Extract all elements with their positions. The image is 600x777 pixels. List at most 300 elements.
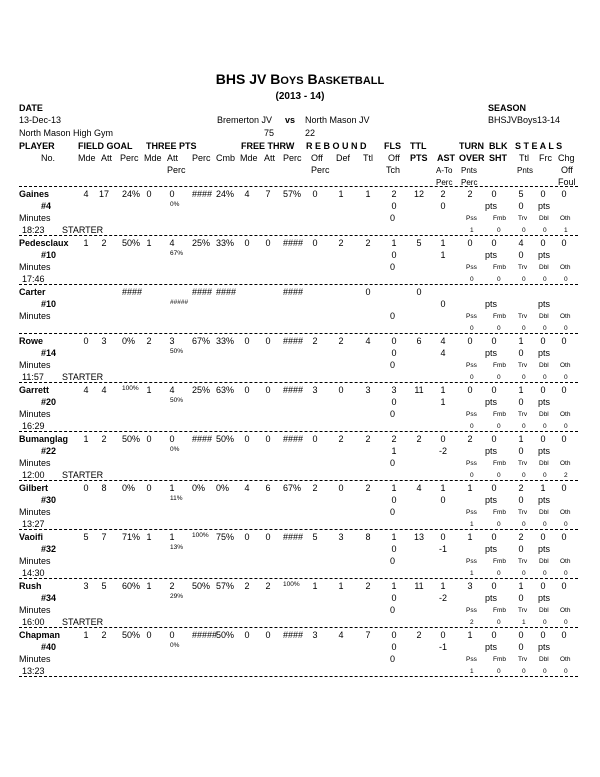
label-fmb: Fmb: [493, 362, 506, 369]
stat-tpp2: 13%: [170, 544, 184, 551]
stat-over: 0: [467, 238, 473, 248]
stl-pts-label: pts: [538, 593, 551, 603]
stat-fls: 1: [391, 532, 397, 542]
stat-ttl: 2: [365, 483, 371, 493]
stl-pts-label: pts: [538, 250, 551, 260]
stat-ftm: 4: [244, 189, 250, 199]
label-trv: Trv: [518, 264, 528, 271]
stat-pts: 2: [416, 434, 422, 444]
label-fmb: Fmb: [493, 264, 506, 271]
stat-ast: 1: [440, 238, 446, 248]
hdr-over: OVER: [459, 153, 485, 163]
stat-over: 1: [467, 483, 473, 493]
turnover-oth: 0: [564, 276, 568, 283]
season-years: (2013 - 14): [275, 91, 325, 102]
game-location: North Mason High Gym: [19, 128, 114, 138]
label-pss: Pss: [466, 313, 477, 320]
stat-stlp: 0: [518, 250, 524, 260]
header-separator: [19, 186, 578, 187]
stat-tpa: 1: [169, 483, 175, 493]
row-separator: [19, 235, 578, 236]
hdr-tp-mde: Mde: [144, 153, 162, 163]
stat-sht: 0: [491, 336, 497, 346]
stat-pts: 0: [416, 287, 422, 297]
label-fmb: Fmb: [493, 607, 506, 614]
stat-fgp: 24%: [122, 189, 141, 199]
starter-label: STARTER: [62, 225, 104, 235]
label-fmb: Fmb: [493, 558, 506, 565]
label-dbl: Dbl: [539, 509, 549, 516]
minutes-value: 12:00: [22, 470, 45, 480]
stat-sht: 0: [491, 434, 497, 444]
hdr-blk: BLK: [489, 141, 508, 151]
season-label: SEASON: [488, 103, 527, 113]
sht-pts-label: pts: [485, 250, 498, 260]
stat-tch: 0: [391, 250, 397, 260]
stl-pts-label: pts: [538, 446, 551, 456]
stat-fga: 4: [101, 385, 107, 395]
stat-fls-min: 0: [390, 311, 396, 321]
turnover-oth: 0: [564, 423, 568, 430]
stat-fta: 0: [265, 630, 271, 640]
row-separator: [19, 382, 578, 383]
stat-sht: 0: [491, 189, 497, 199]
turnover-trv: 0: [522, 325, 526, 332]
stat-fgm: 4: [83, 385, 89, 395]
stat-stlp: 0: [518, 642, 524, 652]
stat-pts: 4: [416, 483, 422, 493]
player-name: Garrett: [19, 385, 50, 395]
stat-off: 1: [312, 581, 318, 591]
stat-ftp: 57%: [283, 189, 302, 199]
turnover-oth: 0: [564, 325, 568, 332]
stat-ttl: 7: [365, 630, 371, 640]
home-team: Bremerton JV: [217, 115, 273, 125]
hdr-no: No.: [41, 153, 56, 163]
stat-fga: 7: [101, 532, 107, 542]
minutes-value: 16:00: [22, 617, 45, 627]
label-dbl: Dbl: [539, 460, 549, 467]
turnover-trv: 1: [522, 619, 526, 626]
label-fmb: Fmb: [493, 509, 506, 516]
sht-pts-label: pts: [485, 348, 498, 358]
stat-over: 0: [467, 336, 473, 346]
minutes-label: Minutes: [19, 262, 51, 272]
label-fmb: Fmb: [493, 656, 506, 663]
turnover-dbl: 0: [543, 668, 547, 675]
stat-fgm: 1: [83, 434, 89, 444]
label-pss: Pss: [466, 264, 477, 271]
hdr-pts: PTS: [410, 153, 428, 163]
turnover-pss: 1: [470, 521, 474, 528]
turnover-oth: 0: [564, 570, 568, 577]
hdr-turn: TURN: [459, 141, 484, 151]
row-separator: [19, 480, 578, 481]
stat-ftp: ####: [283, 336, 304, 346]
stat-ast: 1: [440, 385, 446, 395]
turnover-oth: 2: [564, 472, 568, 479]
stat-fgp: 0%: [122, 483, 136, 493]
stl-pts-label: pts: [538, 299, 551, 309]
turnover-fmb: 0: [497, 325, 501, 332]
stat-tpp2: 29%: [170, 593, 184, 600]
stat-pts: 11: [414, 385, 424, 395]
stat-fta: 0: [265, 532, 271, 542]
player-number: #30: [41, 495, 57, 505]
label-trv: Trv: [518, 362, 528, 369]
stat-tpm: 0: [146, 189, 152, 199]
stat-chg: 0: [561, 385, 567, 395]
stat-ftp: ####: [283, 630, 304, 640]
hdr-ttl: TTL: [410, 141, 427, 151]
label-trv: Trv: [518, 558, 528, 565]
stat-chg: 0: [561, 483, 567, 493]
stat-ttl: 1: [365, 189, 371, 199]
stat-ftp: ####: [283, 532, 304, 542]
stat-frc: 0: [540, 630, 546, 640]
stat-fga: 3: [101, 336, 107, 346]
stl-pts-label: pts: [538, 348, 551, 358]
stat-tpp: 0%: [192, 483, 206, 493]
row-separator: [19, 529, 578, 530]
hdr-ft-mde: Mde: [240, 153, 258, 163]
stat-fgp: 50%: [122, 630, 141, 640]
label-oth: Oth: [560, 656, 571, 663]
stat-tch: 0: [391, 348, 397, 358]
turnover-fmb: 0: [497, 521, 501, 528]
turnover-dbl: 0: [543, 570, 547, 577]
minutes-label: Minutes: [19, 507, 51, 517]
stat-over: 2: [467, 189, 473, 199]
turnover-dbl: 0: [543, 374, 547, 381]
stat-fls: 1: [391, 238, 397, 248]
stat-ftm: 0: [244, 385, 250, 395]
turnover-dbl: 0: [543, 276, 547, 283]
turnover-fmb: 0: [497, 374, 501, 381]
label-pss: Pss: [466, 362, 477, 369]
stat-fgm: 5: [83, 532, 89, 542]
player-number: #4: [41, 201, 52, 211]
stat-fgm: 0: [83, 483, 89, 493]
stat-stlp: 0: [518, 544, 524, 554]
row-separator: [19, 284, 578, 285]
label-trv: Trv: [518, 607, 528, 614]
turnover-dbl: 0: [543, 423, 547, 430]
stat-ftm: 0: [244, 532, 250, 542]
stat-tpm: 0: [146, 434, 152, 444]
turnover-oth: 0: [564, 374, 568, 381]
stat-def: 1: [338, 189, 344, 199]
minutes-value: 13:27: [22, 519, 45, 529]
hdr-fls-tch: Tch: [386, 165, 401, 175]
minutes-value: 17:46: [22, 274, 45, 284]
minutes-label: Minutes: [19, 605, 51, 615]
turnover-pss: 1: [470, 668, 474, 675]
hdr-fls-off: Off: [388, 153, 400, 163]
stat-fta: 2: [265, 581, 271, 591]
stat-tpp: 25%: [192, 385, 211, 395]
stat-fta: 0: [265, 385, 271, 395]
label-oth: Oth: [560, 313, 571, 320]
stat-ftm: 2: [244, 581, 250, 591]
label-oth: Oth: [560, 509, 571, 516]
stat-stl: 1: [518, 385, 524, 395]
label-oth: Oth: [560, 607, 571, 614]
stat-cmb: 57%: [216, 581, 235, 591]
stat-ftm: 0: [244, 336, 250, 346]
stat-fga: 2: [101, 238, 107, 248]
stat-sht: 0: [491, 385, 497, 395]
stat-tpa: 0: [169, 630, 175, 640]
player-number: #10: [41, 299, 57, 309]
stat-pts: 6: [416, 336, 422, 346]
stat-fls: 2: [391, 434, 397, 444]
hdr-chg: Chg: [558, 153, 575, 163]
hdr-chg-foul: Foul: [558, 177, 576, 187]
stat-tpp: 100%: [192, 532, 209, 539]
sht-pts-label: pts: [485, 642, 498, 652]
stat-over: 1: [467, 630, 473, 640]
player-name: Chapman: [19, 630, 61, 640]
stat-cmb: 63%: [216, 385, 235, 395]
label-fmb: Fmb: [493, 215, 506, 222]
sht-pts-label: pts: [485, 201, 498, 211]
stat-ast: 0: [440, 434, 446, 444]
minutes-label: Minutes: [19, 360, 51, 370]
label-oth: Oth: [560, 264, 571, 271]
stat-ato: 1: [440, 250, 446, 260]
hdr-fls: FLS: [384, 141, 401, 151]
stat-ttl: 4: [365, 336, 371, 346]
stat-ftp: ####: [283, 238, 304, 248]
stat-stl: 5: [518, 189, 524, 199]
starter-label: STARTER: [62, 372, 104, 382]
stat-cmb: 33%: [216, 336, 235, 346]
stat-ast: 2: [440, 189, 446, 199]
stat-tpp: #####: [192, 630, 218, 640]
label-dbl: Dbl: [539, 313, 549, 320]
label-fmb: Fmb: [493, 411, 506, 418]
hdr-field-goal: FIELD GOAL: [78, 141, 133, 151]
turnover-fmb: 0: [497, 423, 501, 430]
turnover-trv: 0: [522, 668, 526, 675]
stat-def: 0: [338, 483, 344, 493]
turnover-dbl: 0: [543, 325, 547, 332]
stat-ttl: 0: [365, 287, 371, 297]
stat-frc: 1: [540, 483, 546, 493]
stat-fgm: 3: [83, 581, 89, 591]
turnover-pss: 0: [470, 276, 474, 283]
turnover-pss: 0: [470, 325, 474, 332]
season-code: BHSJVBoys13-14: [488, 115, 561, 125]
sht-pts-label: pts: [485, 446, 498, 456]
stat-over: 1: [467, 532, 473, 542]
stat-off: 2: [312, 336, 318, 346]
stat-chg: 0: [561, 532, 567, 542]
turnover-oth: 0: [564, 619, 568, 626]
stat-cmb: 33%: [216, 238, 235, 248]
label-dbl: Dbl: [539, 411, 549, 418]
label-fmb: Fmb: [493, 313, 506, 320]
stat-tch: 0: [391, 495, 397, 505]
stat-def: 4: [338, 630, 344, 640]
stat-tpa: 4: [169, 385, 175, 395]
stat-off: 0: [312, 238, 318, 248]
stat-chg: 0: [561, 434, 567, 444]
sht-pts-label: pts: [485, 495, 498, 505]
stat-ftp: ####: [283, 434, 304, 444]
stat-def: 1: [338, 581, 344, 591]
stat-ftm: 4: [244, 483, 250, 493]
label-trv: Trv: [518, 411, 528, 418]
stat-stlp: 0: [518, 495, 524, 505]
stat-stl: 0: [518, 630, 524, 640]
stat-ato: -1: [438, 642, 448, 652]
stat-sht: 0: [491, 532, 497, 542]
stat-over: 3: [467, 581, 473, 591]
minutes-label: Minutes: [19, 556, 51, 566]
turnover-trv: 0: [522, 374, 526, 381]
stat-tpp: ####: [192, 287, 213, 297]
hdr-over-perc: Perc: [461, 178, 478, 187]
stat-tpp: ####: [192, 434, 213, 444]
vs-label: vs: [285, 115, 296, 125]
label-oth: Oth: [560, 558, 571, 565]
stat-cmb: 24%: [216, 189, 235, 199]
turnover-pss: 0: [470, 423, 474, 430]
label-oth: Oth: [560, 215, 571, 222]
turnover-pss: 2: [470, 619, 474, 626]
stat-tpm: 1: [146, 385, 152, 395]
label-pss: Pss: [466, 215, 477, 222]
stat-ftp: ####: [283, 287, 304, 297]
stat-ato: -1: [438, 544, 448, 554]
hdr-tp-perc2: Perc: [167, 165, 186, 175]
stat-ast: 1: [440, 581, 446, 591]
turnover-trv: 0: [522, 423, 526, 430]
stat-fls-min: 0: [390, 605, 396, 615]
player-number: #40: [41, 642, 57, 652]
hdr-a-to: A-To: [436, 166, 453, 175]
stat-def: 3: [338, 532, 344, 542]
stat-sht: 0: [491, 581, 497, 591]
stl-pts-label: pts: [538, 397, 551, 407]
stat-ato: 1: [440, 397, 446, 407]
hdr-cmb: Cmb: [216, 153, 236, 163]
sht-pts-label: pts: [485, 544, 498, 554]
stat-fgm: 1: [83, 630, 89, 640]
turnover-fmb: 0: [497, 570, 501, 577]
turnover-pss: 0: [470, 472, 474, 479]
stat-tch: 0: [391, 642, 397, 652]
stat-fls-min: 0: [390, 409, 396, 419]
stat-fgp: 100%: [122, 385, 139, 392]
label-trv: Trv: [518, 460, 528, 467]
stat-tpp2: 0%: [170, 446, 180, 453]
stat-stlp: 0: [518, 593, 524, 603]
stat-ttl: 8: [365, 532, 371, 542]
stat-stl: 1: [518, 336, 524, 346]
stat-stlp: 0: [518, 446, 524, 456]
hdr-reb-ttl: Ttl: [363, 153, 373, 163]
stat-tch: 0: [391, 397, 397, 407]
player-number: #22: [41, 446, 57, 456]
label-oth: Oth: [560, 411, 571, 418]
hdr-ft-perc: Perc: [283, 153, 302, 163]
starter-label: STARTER: [62, 617, 104, 627]
stat-fls-min: 0: [390, 507, 396, 517]
stat-cmb: 0%: [216, 483, 230, 493]
player-name: Gaines: [19, 189, 50, 199]
row-separator: [19, 431, 578, 432]
minutes-label: Minutes: [19, 409, 51, 419]
stat-fls: 2: [391, 189, 397, 199]
stat-cmb: 75%: [216, 532, 235, 542]
hdr-a-to-perc: Perc: [436, 178, 453, 187]
stat-tpm: 1: [146, 581, 152, 591]
stat-tpp2: 50%: [170, 397, 184, 404]
stat-fgp: ####: [122, 287, 143, 297]
stat-tpa: 0: [169, 189, 175, 199]
turnover-oth: 1: [564, 227, 568, 234]
hdr-fg-perc: Perc: [120, 153, 139, 163]
stat-frc: 0: [540, 532, 546, 542]
stat-frc: 0: [540, 434, 546, 444]
turnover-pss: 1: [470, 570, 474, 577]
stat-def: 2: [338, 434, 344, 444]
minutes-value: 13:23: [22, 666, 45, 676]
stat-tpa: 3: [169, 336, 175, 346]
label-pss: Pss: [466, 509, 477, 516]
stat-ftp: 67%: [283, 483, 302, 493]
turnover-trv: 0: [522, 570, 526, 577]
minutes-value: 16:29: [22, 421, 45, 431]
player-name: Gilbert: [19, 483, 49, 493]
stat-cmb: 50%: [216, 630, 235, 640]
stl-pts-label: pts: [538, 201, 551, 211]
label-trv: Trv: [518, 313, 528, 320]
label-pss: Pss: [466, 411, 477, 418]
stat-fga: 2: [101, 434, 107, 444]
stat-off: 3: [312, 385, 318, 395]
stat-tpp2: #####: [170, 299, 189, 306]
row-separator: [19, 676, 578, 677]
sht-pts-label: pts: [485, 593, 498, 603]
stat-pts: 5: [416, 238, 422, 248]
turnover-dbl: 0: [543, 472, 547, 479]
stat-fga: 5: [101, 581, 107, 591]
hdr-st-pnts: Pnts: [517, 166, 534, 175]
stat-ato: 0: [440, 495, 446, 505]
row-separator: [19, 578, 578, 579]
away-team: North Mason JV: [305, 115, 370, 125]
hdr-fg-mde: Mde: [78, 153, 96, 163]
stat-tpp2: 0%: [170, 201, 180, 208]
stat-tpp2: 11%: [170, 495, 183, 502]
stat-tpp: 50%: [192, 581, 211, 591]
stl-pts-label: pts: [538, 544, 551, 554]
stat-ast: 0: [440, 630, 446, 640]
stl-pts-label: pts: [538, 642, 551, 652]
stat-tpp: 67%: [192, 336, 211, 346]
stat-fta: 0: [265, 434, 271, 444]
stat-fgp: 60%: [122, 581, 141, 591]
stat-fgm: 4: [83, 189, 89, 199]
stat-fgp: 0%: [122, 336, 136, 346]
turnover-dbl: 0: [543, 521, 547, 528]
label-trv: Trv: [518, 509, 528, 516]
turnover-pss: 1: [470, 227, 474, 234]
